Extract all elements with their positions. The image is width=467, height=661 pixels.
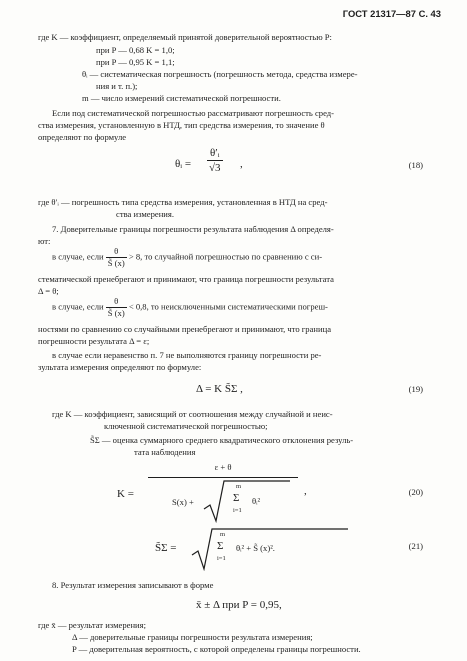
item7-l1: 7. Доверительные границы погрешности результата наблюдения Δ определя-	[52, 224, 334, 234]
eq18-numerator: θ′ᵢ	[207, 146, 223, 161]
eq20-tail: ,	[304, 485, 307, 497]
para1-l1: Если под систематической погрешностью рассматривают погрешность сред-	[52, 108, 335, 118]
eq21-sum-sym: Σ	[217, 540, 224, 552]
case3-l2: зультата измерения определяют по формуле:	[38, 362, 202, 372]
eq20-den-a: S(x) +	[172, 497, 194, 507]
item8-l1: 8. Результат измерения записывают в форме	[52, 580, 214, 590]
case2-den: S̃ (x)	[107, 308, 125, 319]
eq18-denominator: √3	[209, 162, 221, 175]
case1-line	[52, 246, 322, 269]
eq18-fraction	[207, 146, 223, 176]
final-def-p: P — доверительная вероятность, с которой определены границы погрешности.	[72, 644, 361, 654]
eq21-lhs: S̃Σ =	[155, 542, 177, 554]
eq21-term: θᵢ² + S̃ (x)².	[236, 543, 275, 553]
eq20-lhs: K =	[117, 488, 134, 500]
para1-l3: определяют по формуле	[38, 132, 127, 142]
def-theta-l1: θᵢ — систематическая погрешность (погрешность метода, средства измере-	[82, 69, 358, 79]
final-def-x: где x̄ — результат измерения;	[38, 620, 146, 630]
eq20-sum-top: m	[236, 483, 242, 490]
eq20-term: θᵢ²	[252, 496, 261, 506]
case1-l3: Δ = θ;	[38, 286, 59, 296]
case1-den: S̃ (x)	[107, 258, 125, 269]
eq18-label: (18)	[408, 160, 423, 170]
case3-l1: в случае если неравенство п. 7 не выполняются границу погрешности ре-	[52, 350, 322, 360]
eq20-sum-bot: i=1	[233, 507, 242, 514]
def-m: m — число измерений систематической погрешности.	[82, 93, 281, 103]
item7-l2: ют:	[38, 236, 51, 246]
case1-num: θ	[106, 246, 127, 258]
eq19-label: (19)	[408, 384, 423, 394]
def19-l1: где K — коэффициент, зависящий от соотношения между случайной и неис-	[52, 409, 333, 419]
def19-l2: ключенной систематической погрешностью;	[104, 421, 268, 431]
def-k-p095: при P — 0,95 K = 1,1;	[96, 57, 175, 67]
def18-l1: где θ′ᵢ — погрешность типа средства измерения, установленная в НТД на сред-	[38, 197, 328, 207]
eq20-numerator: ε + θ	[214, 462, 232, 472]
eq20-sum-sym: Σ	[233, 492, 240, 504]
eq20-sqrt-sign	[202, 479, 292, 523]
def18-l2: ства измерения.	[116, 209, 175, 219]
case1-l2: стематической пренебрегают и принимают, что граница погрешности результата	[38, 274, 334, 284]
case2-l2: ностями по сравнению со случайными пренебрегают и принимают, что граница	[38, 324, 332, 334]
def-theta-l2: ния и т. п.);	[96, 81, 138, 91]
case2-num: θ	[106, 296, 127, 308]
eq21-sum-top: m	[220, 531, 226, 538]
eq21-label: (21)	[408, 541, 423, 551]
case2-line	[52, 296, 328, 319]
def-k: где K — коэффициент, определяемый принятой доверительной вероятностью P:	[38, 32, 332, 42]
def19-l4: тата наблюдения	[134, 447, 196, 457]
eq20-label: (20)	[408, 487, 423, 497]
eq19-expr: Δ = K S̃Σ ,	[196, 383, 243, 395]
def-k-p068: при P — 0,68 K = 1,0;	[96, 45, 175, 55]
para1-l2: ства измерения, установленную в НТД, тип средства измерения, то значение θ	[38, 120, 325, 130]
def19-l3: S̃Σ — оценка суммарного среднего квадратического отклонения резуль-	[90, 435, 354, 445]
case1-pre: в случае, если	[52, 251, 104, 262]
item8-formula: x̄ ± Δ при P = 0,95,	[196, 599, 282, 611]
eq18-tail: ,	[240, 158, 243, 170]
eq18-lhs: θᵢ =	[175, 158, 192, 170]
page-header: ГОСТ 21317—87 С. 43	[342, 8, 441, 19]
final-def-delta: Δ — доверительные границы погрешности результата измерения;	[72, 632, 313, 642]
case1-post: > 8, то случайной погрешностью по сравнению с си-	[128, 251, 323, 262]
eq21-sum-bot: i=1	[217, 555, 226, 562]
eq20-fraction-bar	[148, 477, 298, 478]
case2-post: < 0,8, то неисключенными систематическими погреш-	[128, 301, 328, 312]
case2-pre: в случае, если	[52, 301, 104, 312]
case2-l3: погрешности результата Δ = ε;	[38, 336, 150, 346]
